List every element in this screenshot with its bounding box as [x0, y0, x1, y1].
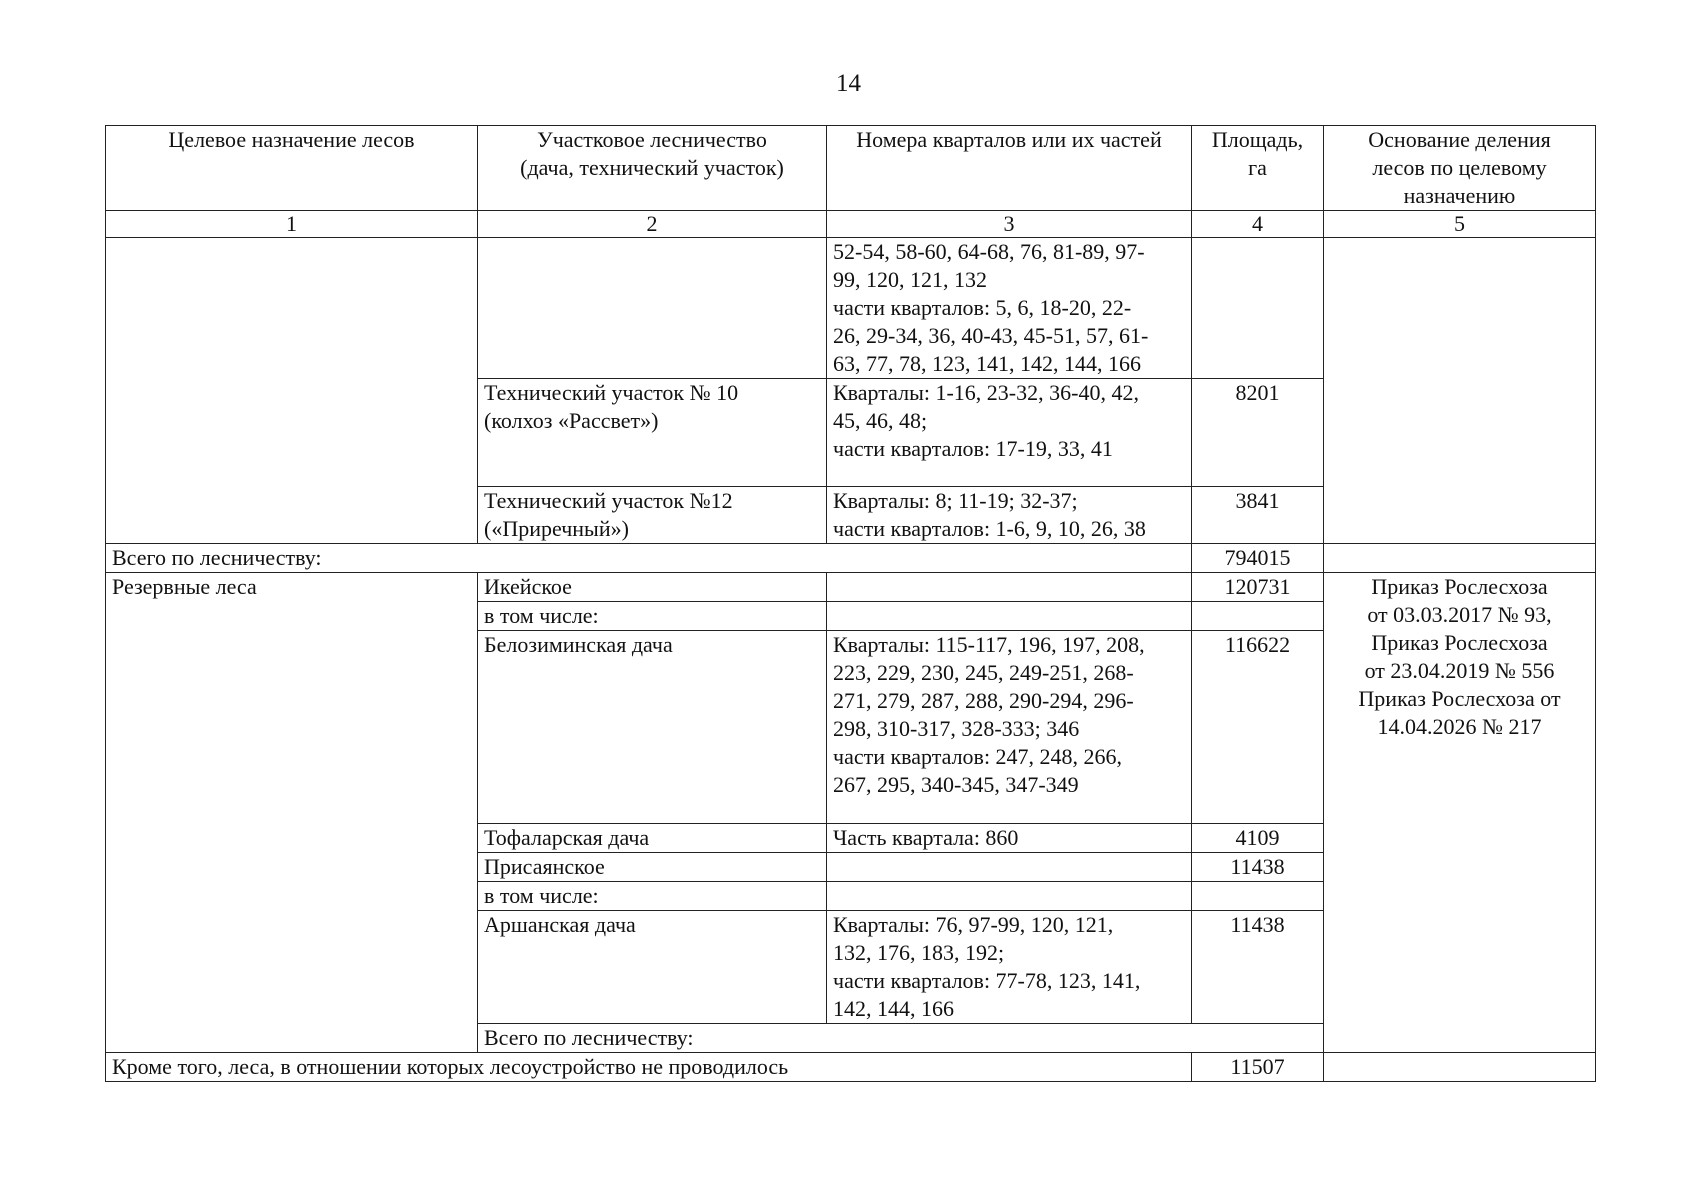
table-row — [106, 573, 1596, 602]
forestry-cell: Аршанская дача — [478, 911, 827, 1024]
basis-cell: Приказ Рослесхоза от 03.03.2017 № 93, Приказ Рослесхоза от 23.04.2019 № 556 Приказ Рослесхоза от 14.04.2026 № 217 — [1324, 573, 1596, 1053]
column-number: 3 — [827, 211, 1192, 238]
extra-label: Кроме того, леса, в отношении которых лесоустройство не проводилось — [106, 1053, 1192, 1082]
extra-area: 11507 — [1192, 1053, 1324, 1082]
column-number-row — [106, 211, 1596, 238]
area-cell: 8201 — [1192, 379, 1324, 487]
area-cell — [1192, 602, 1324, 631]
table-row — [106, 238, 1596, 379]
purpose-cell: Резервные леса — [106, 573, 478, 1053]
header-basis: Основание деления лесов по целевому назначению — [1324, 126, 1596, 211]
quarters-cell — [827, 573, 1192, 602]
quarters-cell: Кварталы: 76, 97-99, 120, 121, 132, 176, 183, 192; части кварталов: 77-78, 123, 141, 142, 144, 166 — [827, 911, 1192, 1024]
header-forestry: Участковое лесничество (дача, технический участок) — [478, 126, 827, 211]
quarters-cell: 52-54, 58-60, 64-68, 76, 81-89, 97- 99, 120, 121, 132 части кварталов: 5, 6, 18-20, 22- 26, 29-34, 36, 40-43, 45-51, 57, 61- 63, 77, 78, 123, 141, 142, 144, 166 — [827, 238, 1192, 379]
basis-cell — [1324, 238, 1596, 544]
total-row — [106, 544, 1596, 573]
forestry-cell: в том числе: — [478, 602, 827, 631]
quarters-cell: Кварталы: 8; 11-19; 32-37; части кварталов: 1-6, 9, 10, 26, 38 — [827, 487, 1192, 544]
forestry-cell: Технический участок № 10 (колхоз «Рассвет») — [478, 379, 827, 487]
area-cell: 3841 — [1192, 487, 1324, 544]
forestry-cell: Белозиминская дача — [478, 631, 827, 824]
area-cell: 11438 — [1192, 911, 1324, 1024]
table-row — [106, 1053, 1596, 1082]
quarters-cell — [827, 882, 1192, 911]
column-number: 1 — [106, 211, 478, 238]
total-label: Всего по лесничеству: — [106, 544, 1192, 573]
header-area: Площадь, га — [1192, 126, 1324, 211]
purpose-cell — [106, 238, 478, 544]
forestry-cell — [478, 238, 827, 379]
area-cell: 4109 — [1192, 824, 1324, 853]
column-number: 4 — [1192, 211, 1324, 238]
column-number: 2 — [478, 211, 827, 238]
forestry-cell: Икейское — [478, 573, 827, 602]
area-cell: 116622 — [1192, 631, 1324, 824]
forest-purpose-table — [105, 125, 1596, 1082]
area-cell — [1192, 882, 1324, 911]
basis-cell — [1324, 1053, 1596, 1082]
forestry-cell: Присаянское — [478, 853, 827, 882]
quarters-cell — [827, 602, 1192, 631]
forestry-cell: Технический участок №12 («Приречный») — [478, 487, 827, 544]
forestry-cell: в том числе: — [478, 882, 827, 911]
header-quarters: Номера кварталов или их частей — [827, 126, 1192, 211]
quarters-cell: Кварталы: 115-117, 196, 197, 208, 223, 229, 230, 245, 249-251, 268- 271, 279, 287, 288, 290-294, 296- 298, 310-317, 328-333; 346 части кварталов: 247, 248, 266, 267, 295, 340-345, 347-349 — [827, 631, 1192, 824]
table-header-row — [106, 126, 1596, 211]
forestry-cell: Тофаларская дача — [478, 824, 827, 853]
header-purpose: Целевое назначение лесов — [106, 126, 478, 211]
area-cell: 11438 — [1192, 853, 1324, 882]
column-number: 5 — [1324, 211, 1596, 238]
page-number: 14 — [836, 70, 861, 97]
area-cell — [1192, 238, 1324, 379]
quarters-cell — [827, 853, 1192, 882]
area-cell: 120731 — [1192, 573, 1324, 602]
quarters-cell: Кварталы: 1-16, 23-32, 36-40, 42, 45, 46, 48; части кварталов: 17-19, 33, 41 — [827, 379, 1192, 487]
total-area: 794015 — [1192, 544, 1324, 573]
basis-cell — [1324, 544, 1596, 573]
quarters-cell: Часть квартала: 860 — [827, 824, 1192, 853]
total-label: Всего по лесничеству: — [478, 1024, 1324, 1053]
